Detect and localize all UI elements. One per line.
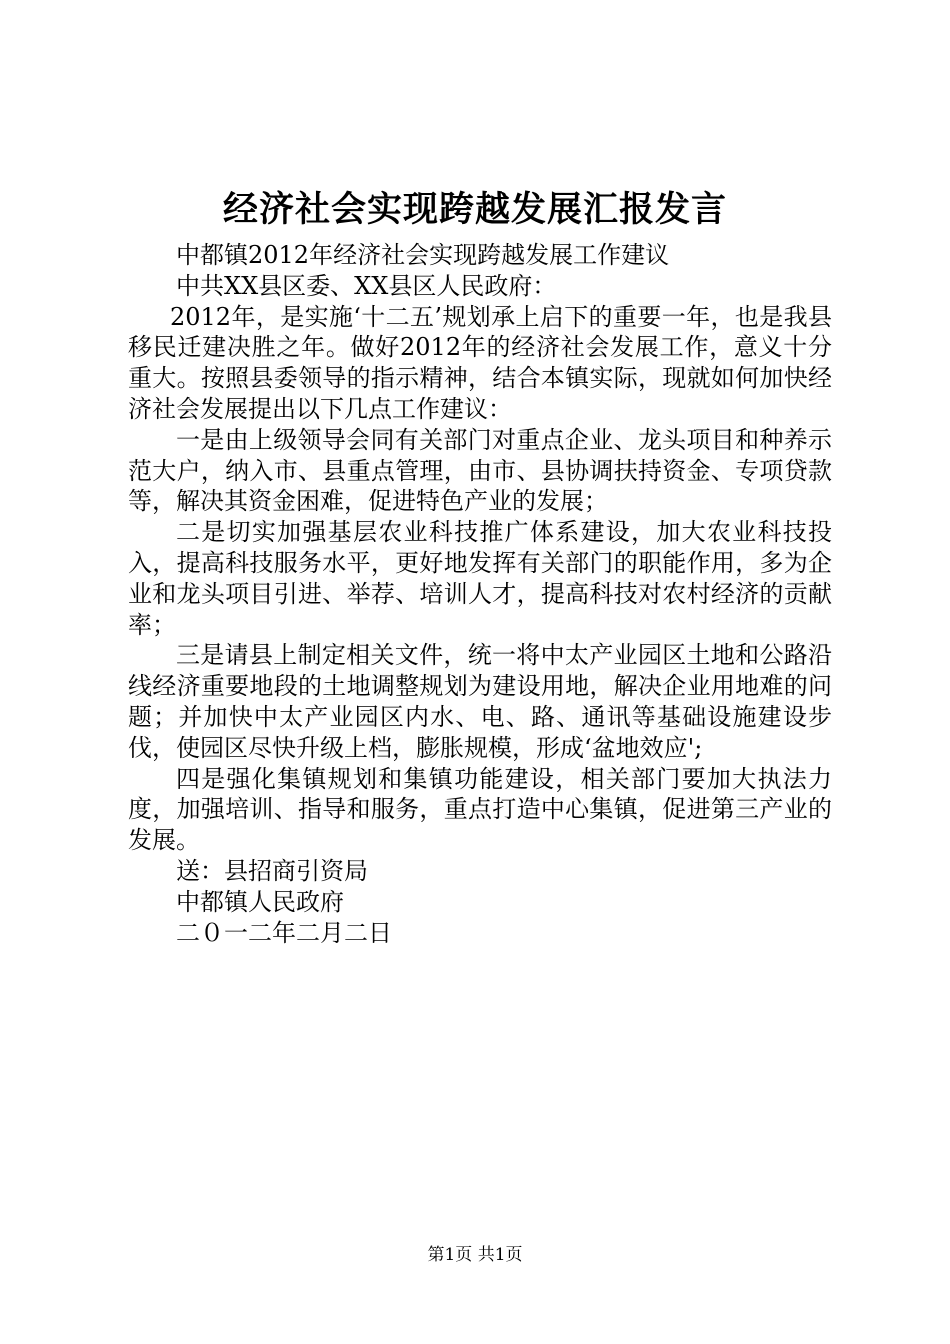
paragraph-suggestion-3: 三是请县上制定相关文件，统一将中太产业园区土地和公路沿线经济重要地段的土地调整规划为建设用地，解决企业用地难的问题；并加快中太产业园区内水、电、路、通讯等基础设施建设步伐，使园区尽快升级上档，膨胀规模，形成‘盆地效应'; (128, 641, 832, 762)
document-date: 二０一二年二月二日 (176, 918, 392, 947)
document-subtitle: 中都镇2012年经济社会实现跨越发展工作建议 (176, 241, 670, 269)
paragraph-suggestion-1: 一是由上级领导会同有关部门对重点企业、龙头项目和种养示范大户，纳入市、县重点管理，由市、县协调扶持资金、专项贷款等，解决其资金困难，促进特色产业的发展； (128, 425, 832, 516)
document-addressee: 中共XX县区委、XX县区人民政府： (176, 271, 557, 300)
paragraph-suggestion-2: 二是切实加强基层农业科技推广体系建设，加大农业科技投入，提高科技服务水平，更好地发挥有关部门的职能作用，多为企业和龙头项目引进、举荐、培训人才，提高科技对农村经济的贡献率； (128, 518, 832, 639)
document-title: 经济社会实现跨越发展汇报发言 (222, 189, 727, 230)
paragraph-intro: 2012年，是实施‘十二五’规划承上启下的重要一年，也是我县移民迁建决胜之年。做好2012年的经济社会发展工作，意义十分重大。按照县委领导的指示精神，结合本镇实际，现就如何加快经济社会发展提出以下几点工作建议： (128, 302, 832, 423)
document-cc: 送：县招商引资局 (176, 856, 368, 885)
page-number-footer: 第1页 共1页 (427, 1245, 523, 1265)
document-body (128, 240, 832, 948)
document-signature: 中都镇人民政府 (176, 887, 344, 916)
paragraph-suggestion-4: 四是强化集镇规划和集镇功能建设，相关部门要加大执法力度，加强培训、指导和服务，重点打造中心集镇，促进第三产业的发展。 (128, 764, 832, 855)
